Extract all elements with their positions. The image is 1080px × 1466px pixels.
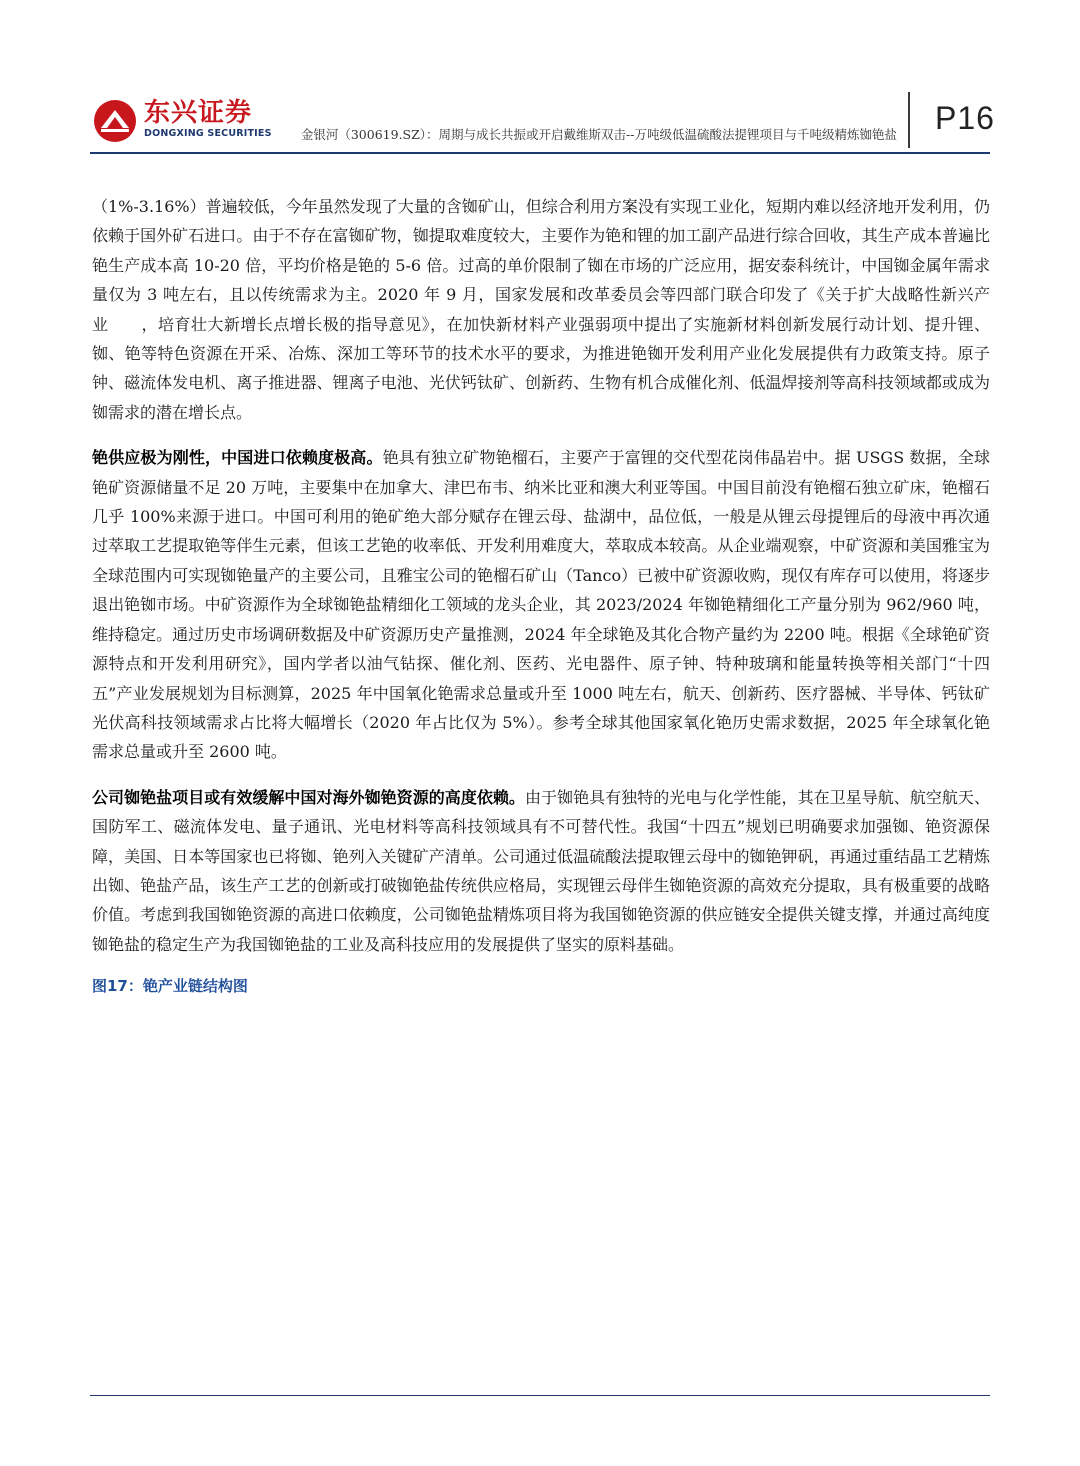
paragraph-company-project bbox=[92, 783, 990, 959]
paragraph-text: 由于铷铯具有独特的光电与化学性能，其在卫星导航、航空航天、国防军工、磁流体发电、量子通讯、光电材料等高科技领域具有不可替代性。我国“十四五”规划已明确要求加强铷、铯资源保障，美国、日本等国家也已将铷、铯列入关键矿产清单。公司通过低温硫酸法提取锂云母中的铷铯钾矾，再通过重结晶工艺精炼出铷、铯盐产品，该生产工艺的创新或打破铷铯盐传统供应格局，实现锂云母伴生铷铯资源的高效充分提取，具有极重要的战略价值。考虑到我国铷铯资源的高进口依赖度，公司铷铯盐精炼项目将为我国铷铯资源的供应链安全提供关键支撑，并通过高纯度铷铯盐的稳定生产为我国铷铯盐的工业及高科技应用的发展提供了坚实的原料基础。 bbox=[92, 787, 990, 954]
company-logo bbox=[92, 98, 272, 144]
paragraph-cesium-supply bbox=[92, 443, 990, 766]
page-header bbox=[0, 0, 1080, 160]
logo-chinese-name: 东兴证券 bbox=[144, 98, 253, 128]
footer-rule bbox=[90, 1395, 990, 1396]
logo-english-name: DONGXING SECURITIES bbox=[144, 128, 272, 139]
report-body bbox=[92, 192, 990, 996]
paragraph-lead: 铯供应极为刚性，中国进口依赖度极高。 bbox=[92, 448, 383, 468]
report-title: 金银河（300619.SZ）：周期与成长共振或开启戴维斯双击--万吨级低温硫酸法提锂项目与千吨级精炼铷铯盐 bbox=[300, 127, 897, 142]
paragraph-rubidium-demand bbox=[92, 192, 990, 427]
paragraph-lead: 公司铷铯盐项目或有效缓解中国对海外铷铯资源的高度依赖。 bbox=[92, 787, 525, 807]
paragraph-text: （1%-3.16%）普遍较低，今年虽然发现了大量的含铷矿山，但综合利用方案没有实现工业化，短期内难以经济地开发利用，仍依赖于国外矿石进口。由于不存在富铷矿物，铷提取难度较大，主要作为铯和锂的加工副产品进行综合回收，其生产成本普遍比铯生产成本高 10-20 倍，平均价格是铯的 5-6 倍。过高的单价限制了铷在市场的广泛应用，据安泰科统计，中国铷金属年需求量仅为 3 吨左右，且以传统需求为主。2020 年 9 月，国家发展和改革委员会等四部门联合印发了《关于扩大战略性新兴产业 ，培育壮大新增长点增长极的指导意见》，在加快新材料产业强弱项中提出了实施新材料创新发展行动计划、提升锂、铷、铯等特色资源在开采、冶炼、深加工等环节的技术水平的要求，为推进铯铷开发利用产业化发展提供有力政策支持。原子钟、磁流体发电机、离子推进器、锂离子电池、光伏钙钛矿、创新药、生物有机合成催化剂、低温焊接剂等高科技领域都或成为铷需求的潜在增长点。 bbox=[92, 197, 990, 422]
figure-caption: 图17：铯产业链结构图 bbox=[92, 977, 248, 996]
header-divider bbox=[908, 92, 910, 148]
dongxing-logo-icon bbox=[92, 98, 138, 144]
page-number: P16 bbox=[935, 100, 995, 136]
paragraph-text: 铯具有独立矿物铯榴石，主要产于富锂的交代型花岗伟晶岩中。据 USGS 数据，全球铯矿资源储量不足 20 万吨，主要集中在加拿大、津巴布韦、纳米比亚和澳大利亚等国。中国目前没有铯榴石独立矿床，铯榴石几乎 100%来源于进口。中国可利用的铯矿绝大部分赋存在锂云母、盐湖中，品位低，一般是从锂云母提锂后的母液中再次通过萃取工艺提取铯等伴生元素，但该工艺铯的收率低、开发利用难度大，萃取成本较高。从企业端观察，中矿资源和美国雅宝为全球范围内可实现铷铯量产的主要公司，且雅宝公司的铯榴石矿山（Tanco）已被中矿资源收购，现仅有库存可以使用，将逐步退出铯铷市场。中矿资源作为全球铷铯盐精细化工领域的龙头企业，其 2023/2024 年铷铯精细化工产量分别为 962/960 吨，维持稳定。通过历史市场调研数据及中矿资源历史产量推测，2024 年全球铯及其化合物产量约为 2200 吨。根据《全球铯矿资源特点和开发利用研究》，国内学者以油气钻探、催化剂、医药、光电器件、原子钟、特种玻璃和能量转换等相关部门“十四五”产业发展规划为目标测算，2025 年中国氧化铯需求总量或升至 1000 吨左右，航天、创新药、医疗器械、半导体、钙钛矿光伏高科技领域需求占比将大幅增长（2020 年占比仅为 5%）。参考全球其他国家氧化铯历史需求数据，2025 年全球氧化铯需求总量或升至 2600 吨。 bbox=[92, 448, 990, 762]
header-rule bbox=[90, 152, 990, 154]
